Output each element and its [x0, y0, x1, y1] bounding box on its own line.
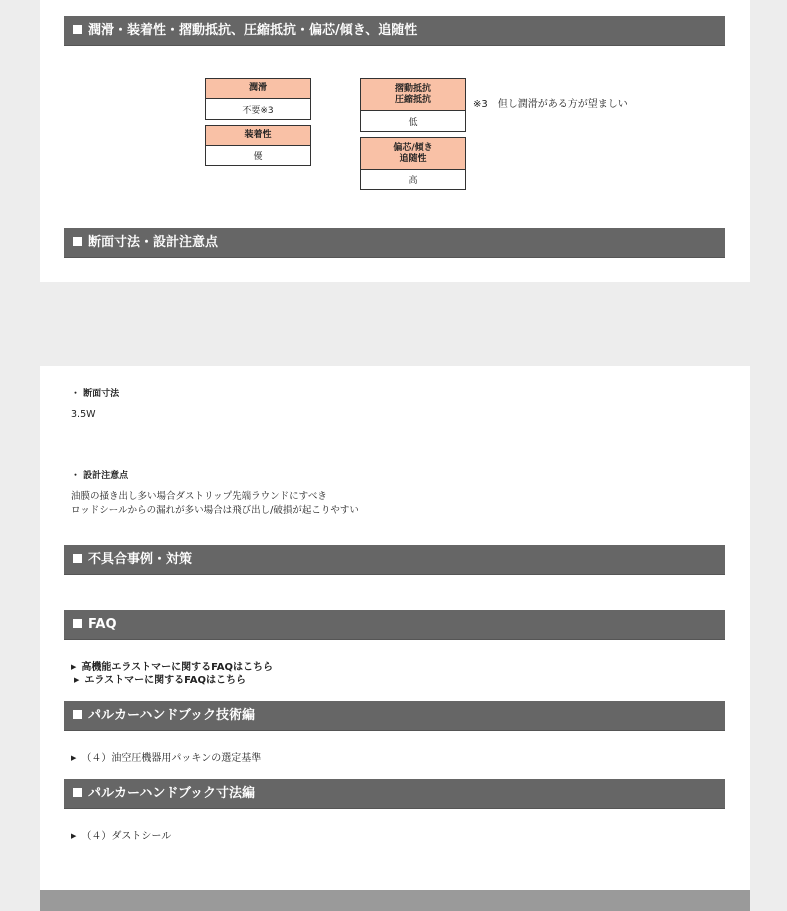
handbook-size-header: パルカーハンドブック寸法編 — [64, 779, 725, 809]
eccentric-spec-box — [360, 137, 466, 190]
triangle-right-icon: ▶ — [71, 663, 77, 671]
sliding-label: 摺動抵抗 圧縮抵抗 — [361, 79, 465, 111]
mounting-value: 優 — [253, 152, 263, 162]
faq-section-header: FAQ — [64, 610, 725, 640]
top-card — [40, 0, 750, 282]
square-icon — [73, 788, 82, 797]
eccentric-value: 高 — [408, 176, 418, 186]
square-icon — [73, 25, 82, 34]
cross-section-header: 断面寸法・設計注意点 — [64, 228, 725, 258]
defects-section-header: 不具合事例・対策 — [64, 545, 725, 575]
faq-link-elastomer[interactable]: ▶ エラストマーに関するFAQはこちら — [74, 675, 247, 686]
handbook-size-link[interactable]: ▶ （４）ダストシール — [71, 831, 172, 842]
sliding-value: 低 — [408, 117, 418, 128]
mounting-spec-box — [205, 125, 311, 166]
dimension-value: 3.5W — [71, 409, 96, 420]
dimension-title: ・ 断面寸法 — [71, 389, 120, 399]
handbook-tech-header: パルカーハンドブック技術編 — [64, 701, 725, 731]
eccentric-label: 偏芯/傾き 追随性 — [361, 138, 465, 170]
design-note-line1: 油膜の掻き出し多い場合ダストリップ先端ラウンドにすべき — [71, 491, 327, 502]
faq-link-high-performance[interactable]: ▶ 高機能エラストマーに関するFAQはこちら — [71, 662, 274, 673]
square-icon — [73, 237, 82, 246]
square-icon — [73, 619, 82, 628]
footer-bar — [40, 890, 750, 911]
mounting-label: 装着性 — [206, 126, 310, 146]
lubrication-note: ※3 但し潤滑がある方が望ましい — [473, 99, 628, 110]
lubrication-spec-box — [205, 78, 311, 120]
sliding-spec-box — [360, 78, 466, 132]
triangle-right-icon: ▶ — [71, 754, 77, 762]
design-note-line2: ロッドシールからの漏れが多い場合は飛び出し/破損が起こりやすい — [71, 505, 359, 516]
handbook-tech-link[interactable]: ▶ （４）油空圧機器用パッキンの選定基準 — [71, 753, 262, 764]
triangle-right-icon: ▶ — [74, 676, 80, 684]
square-icon — [73, 710, 82, 719]
design-notes-title: ・ 設計注意点 — [71, 471, 129, 481]
square-icon — [73, 554, 82, 563]
lubrication-value: 不要※3 — [242, 105, 274, 116]
lubrication-label: 潤滑 — [206, 79, 310, 99]
triangle-right-icon: ▶ — [71, 832, 77, 840]
main-card — [40, 366, 750, 911]
lubrication-section-header: 潤滑・装着性・摺動抵抗、圧縮抵抗・偏芯/傾き、追随性 — [64, 16, 725, 46]
